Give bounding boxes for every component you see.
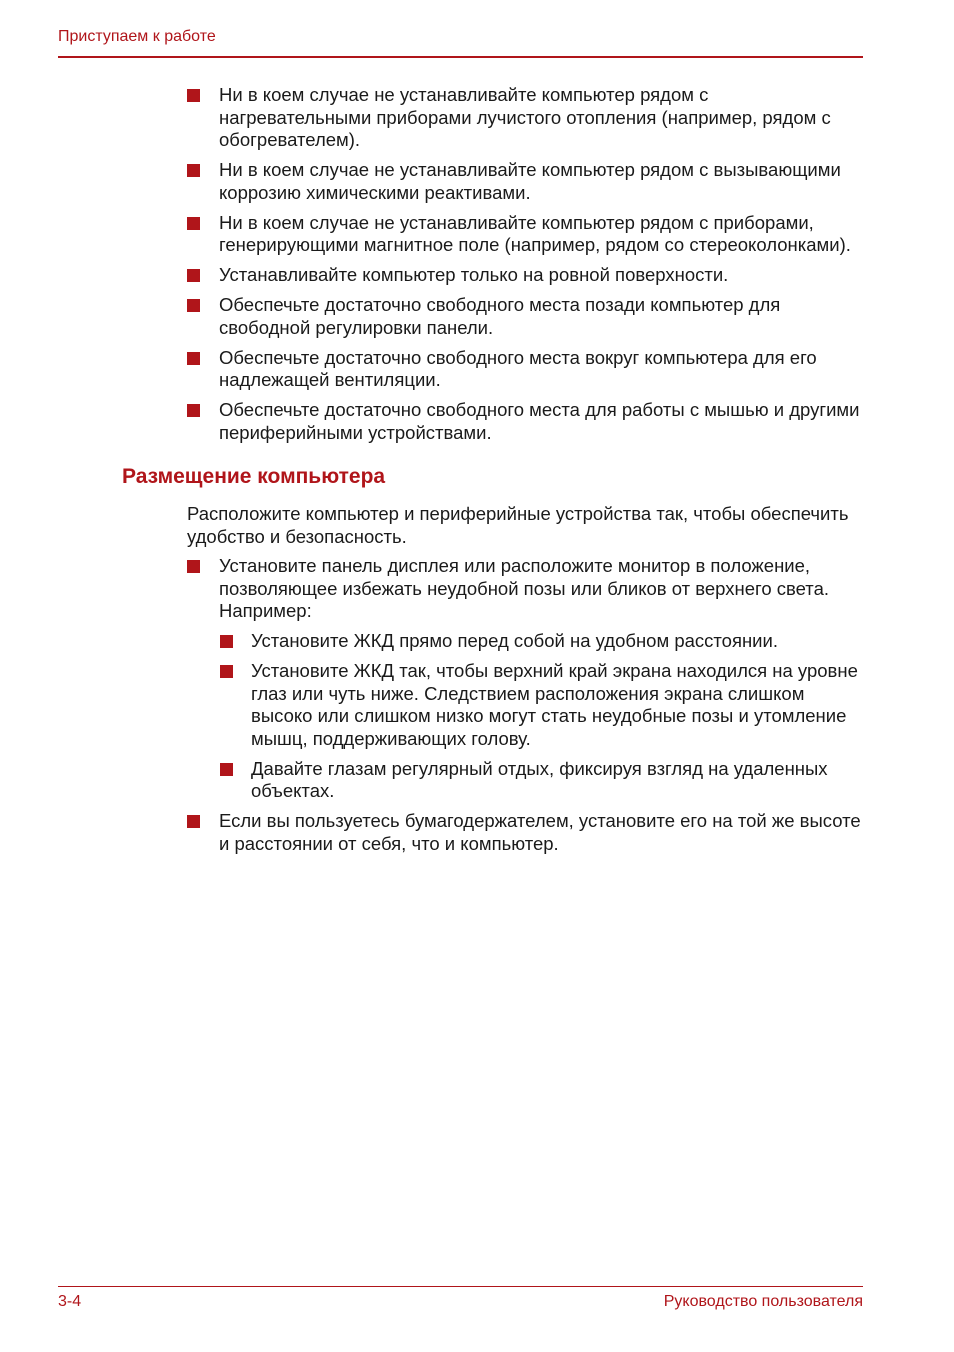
list-item: [0, 347, 954, 392]
list-item: [0, 84, 954, 152]
list-item-text: Ни в коем случае не устанавливайте компьютер рядом с приборами, генерирующими магнитное поле (например, рядом со стереоколонками).: [219, 211, 851, 255]
square-bullet-icon: [187, 560, 200, 573]
list-item: [0, 294, 954, 339]
list-item-text: Ни в коем случае не устанавливайте компьютер рядом с нагревательными приборами лучистого отопления (например, рядом с обогревателем).: [219, 84, 831, 150]
list-item-text: Обеспечьте достаточно свободного места позади компьютер для свободной регулировки панели.: [219, 294, 781, 338]
list-item: [0, 159, 954, 204]
square-bullet-icon: [187, 89, 200, 102]
ergonomics-list: [0, 555, 954, 855]
page-number: 3-4: [58, 1293, 82, 1310]
sub-list-item: [251, 660, 864, 750]
sub-list-item-text: Установите ЖКД прямо перед собой на удобном расстоянии.: [251, 630, 778, 651]
square-bullet-icon: [220, 635, 233, 648]
header-title: Приступаем к работе: [58, 28, 216, 45]
manual-title: Руководство пользователя: [663, 1293, 863, 1310]
square-bullet-icon: [187, 815, 200, 828]
square-bullet-icon: [187, 404, 200, 417]
list-item-text: Установите панель дисплея или расположите монитор в положение, позволяющее избежать неудобной позы или бликов от верхнего света. Например:: [219, 555, 830, 621]
list-item-text: Обеспечьте достаточно свободного места вокруг компьютера для его надлежащей вентиляции.: [219, 346, 817, 390]
list-item: [0, 264, 954, 287]
square-bullet-icon: [187, 164, 200, 177]
list-item-text: Если вы пользуетесь бумагодержателем, установите его на той же высоте и расстоянии от себя, что и компьютер.: [219, 810, 861, 854]
sub-list-item: [251, 758, 864, 803]
page-footer: [58, 1286, 863, 1317]
sub-list: [219, 630, 864, 803]
page-header: [58, 27, 863, 58]
sub-list-item-text: Установите ЖКД так, чтобы верхний край экрана находился на уровне глаз или чуть ниже. Следствием расположения экрана слишком высоко или слишком низко могут стать неудобные позы и утомление мышц, поддерживающих голову.: [251, 660, 858, 749]
list-item-text: Ни в коем случае не устанавливайте компьютер рядом с вызывающими коррозию химическими реактивами.: [219, 159, 841, 203]
square-bullet-icon: [187, 299, 200, 312]
list-item: [0, 555, 954, 803]
list-item: [0, 399, 954, 444]
square-bullet-icon: [220, 763, 233, 776]
square-bullet-icon: [220, 665, 233, 678]
square-bullet-icon: [187, 352, 200, 365]
square-bullet-icon: [187, 217, 200, 230]
list-item: [0, 212, 954, 257]
square-bullet-icon: [187, 269, 200, 282]
list-item: [0, 810, 954, 855]
sub-list-item: [251, 630, 864, 653]
section-intro: Расположите компьютер и периферийные устройства так, чтобы обеспечить удобство и безопасность.: [187, 503, 849, 547]
sub-list-item-text: Давайте глазам регулярный отдых, фиксируя взгляд на удаленных объектах.: [251, 757, 828, 801]
list-item-text: Обеспечьте достаточно свободного места для работы с мышью и другими периферийными устройствами.: [219, 399, 860, 443]
page-content: [0, 84, 954, 863]
placement-precautions-list: [0, 84, 954, 444]
list-item-text: Устанавливайте компьютер только на ровной поверхности.: [219, 264, 729, 285]
section-title: Размещение компьютера: [122, 465, 386, 488]
